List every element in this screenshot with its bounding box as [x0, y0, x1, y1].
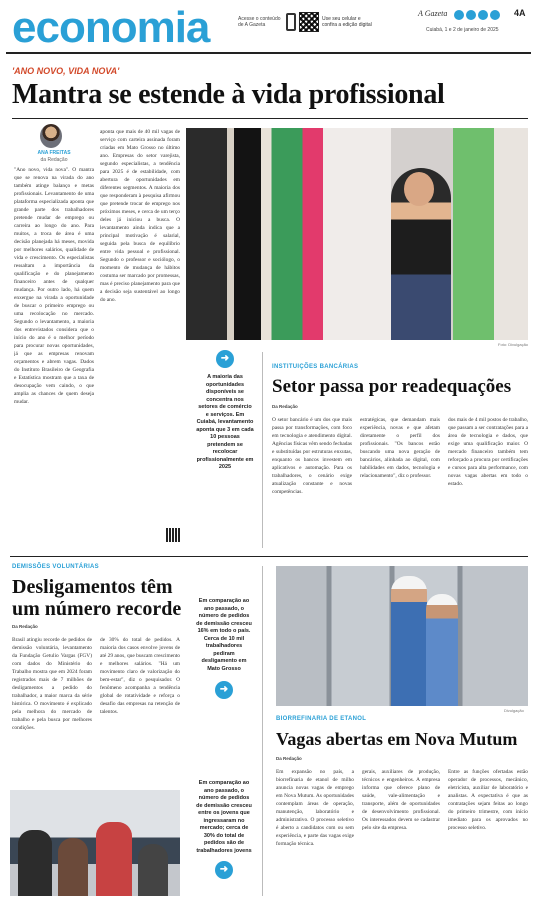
- youtube-icon[interactable]: [490, 10, 500, 20]
- main-story-column-2: aponta que mais de 40 mil vagas de serviço com carteira assinada foram criadas em Mato Grosso no último ano. Empresas do setor varejista, segundo especialistas, a tendência para 2025 é de estabilidade, com abertura de oportunidades em diferentes segmentos. A maioria dos que responderam à pesquisa afirmou que pretende trocar de emprego nos próximos meses, e cerca de um terço deles já iniciou a busca. O levantamento ainda indica que a principal motivação é salarial, seguida pela busca de equilíbrio entre vida pessoal e profissional. Segundo o professor e sociólogo, o momento de mudança de hábitos costuma ser marcado por promessas, mas é preciso planejamento para que a decisão seja sustentável ao longo do ano.: [100, 129, 180, 303]
- article-column: O setor bancário é um dos que mais passa por transformações, com foco em tecnologia e atendimento digital. Agências físicas vêm sendo fechadas e substituídas por estruturas enxutas, enquanto os bancos investem em aplicativos e automação. Para os trabalhadores, o cenário exige atualização constante e novas competências.: [272, 417, 352, 495]
- callout-box: [196, 780, 252, 885]
- main-headline: Mantra se estende à vida profissional: [12, 79, 445, 110]
- qr-code-icon[interactable]: [166, 528, 180, 542]
- arrow-right-icon: ➜: [215, 861, 233, 879]
- divider: [262, 352, 263, 548]
- callout-text: A maioria das oportunidades disponíveis se concentra nos setores de comércio e serviços. Em Cuiabá, levantamento aponta que 3 em cada 10 pessoas pretendem se recolocar profissionalmente em 2025: [196, 374, 254, 470]
- article-column: de 30% do total de pedidos. A maioria dos casos envolve jovens de até 29 anos, que buscam crescimento e melhores salários. "Há um movimento claro de valorização do bem-estar", diz o pesquisador. O fenômeno acompanha a tendência global de rotatividade e reforça o desafio das empresas na retenção de talentos.: [100, 637, 180, 715]
- photo-office-workers: [10, 790, 180, 896]
- social-icons: [454, 10, 500, 20]
- page-number: 4A: [514, 8, 526, 18]
- photo-credit: Divulgação: [504, 708, 524, 713]
- author-avatar: [40, 124, 62, 148]
- callout-box: [196, 598, 252, 705]
- instagram-icon[interactable]: [466, 10, 476, 20]
- brand-logo: A Gazeta: [418, 9, 448, 18]
- author-affiliation: da Redação: [40, 157, 68, 163]
- kicker: 'ANO NOVO, VIDA NOVA': [12, 66, 120, 76]
- article-column: Em expansão no país, a biorrefinaria de etanol de milho anuncia novas vagas de emprego em Nova Mutum. As oportunidades contemplam áreas de operação, manutenção, laboratório e administrativo. O processo seletivo é aberto a candidatos com ou sem experiência, e parte das vagas exige formação técnica.: [276, 769, 354, 847]
- photo-clothing-store: [186, 128, 528, 340]
- arrow-right-icon: ➜: [215, 681, 233, 699]
- facebook-icon[interactable]: [454, 10, 464, 20]
- article-column: estratégicas, que demandam mais experiência, novas e que afetam diretamente o perfil dos profissionais. "Os bancos estão buscando uma nova geração de bancários, alinhada ao digital, com habilidades em dados, tecnologia e relacionamento", diz o professor.: [360, 417, 440, 479]
- byline: Da Redação: [276, 756, 302, 761]
- divider: [12, 118, 528, 119]
- masthead-access-note: Use seu celular e confira a edição digital: [322, 16, 372, 28]
- article-headline: Desligamentos têm um número recorde: [12, 576, 182, 620]
- masthead-note: Acesse o conteúdo de A Gazeta: [238, 16, 281, 28]
- callout-text: Em comparação ao ano passado, o número de pedidos de demissão cresceu entre os jovens que ingressaram no mercado; cerca de 30% do total de pedidos são de trabalhadores jovens: [196, 780, 252, 854]
- main-story-column-1: "Ano novo, vida nova". O mantra que se renova na virada do ano também atinge balanço e metas profissionais. Levantamento de uma plataforma especializada aponta que grande parte dos trabalhadores pretende mudar de emprego ou carreira ao longo do ano. Para muitos, a troca de área é uma decisão planejada há meses, movida por melhores salários, qualidade de vida e crescimento. Os especialistas ressaltam a importância da qualificação e do planejamento financeiro antes de qualquer mudança. Por outro lado, há quem enxergue na virada a oportunidade de buscar o primeiro emprego ou uma recolocação no mercado. Segundo o levantamento, a maioria dos entrevistados considera que o início do ano é o melhor período para procurar novas oportunidades, já que as empresas renovam orçamentos e abrem vagas. Dados do Instituto Brasileiro de Geografia e Estatística mostram que a taxa de desocupação vem caindo, o que amplia as chances de quem deseja mudar.: [14, 167, 94, 405]
- article-column: Entre as funções ofertadas estão operador de processos, mecânico, eletricista, auxiliar de laboratório e analistas. A expectativa é que as contratações sejam feitas ao longo do primeiro trimestre, com início imediato para os aprovados no processo seletivo.: [448, 769, 528, 831]
- byline: Da Redação: [12, 624, 38, 629]
- section-label: INSTITUIÇÕES BANCÁRIAS: [272, 364, 359, 370]
- callout-text: Em comparação ao ano passado, o número de pedidos de demissão cresceu 16% em todo o país. Cerca de 10 mil trabalhadores pediram desligamento em Mato Grosso: [196, 598, 252, 672]
- dateline: Cuiabá, 1 e 2 de janeiro de 2025: [426, 27, 499, 33]
- phone-icon: [286, 13, 296, 31]
- photo-credit: Foto: Divulgação: [498, 342, 529, 347]
- callout-box: [196, 350, 254, 472]
- article-headline: Vagas abertas em Nova Mutum: [276, 729, 518, 749]
- qr-code-icon[interactable]: [299, 12, 319, 32]
- article-column: Brasil atingiu recorde de pedidos de demissão voluntária, levantamento da Fundação Getulio Vargas (FGV) com dados do Ministério do Trabalho mostra que em 2024 foram registrados mais de 7 milhões de desligamentos a pedido do trabalhador, a maior marca da série histórica. O movimento é explicado pela melhora do mercado de trabalho e pela busca por melhores condições.: [12, 637, 92, 731]
- article-column: dos mais de 4 mil postos de trabalho, que passam a ser contratações para a área de tecnologia e dados, que exige uma qualificação maior. O mercado financeiro também tem reforçado a procura por certificações e cursos para alta performance, com novas vagas abertas em todo o estado.: [448, 417, 528, 487]
- qr-area: [286, 12, 319, 32]
- divider: [10, 556, 528, 557]
- twitter-icon[interactable]: [478, 10, 488, 20]
- section-title: economia: [12, 3, 210, 52]
- divider: [262, 566, 263, 896]
- author-name: ANA FREITAS: [37, 150, 71, 156]
- article-headline: Setor passa por readequações: [272, 376, 512, 397]
- section-label: DEMISSÕES VOLUNTÁRIAS: [12, 564, 99, 570]
- masthead: [6, 4, 531, 54]
- arrow-right-icon: ➜: [216, 350, 234, 368]
- byline: Da Redação: [272, 404, 298, 409]
- photo-workers-control-room: [276, 566, 528, 706]
- section-label: BIORREFINARIA DE ETANOL: [276, 716, 367, 722]
- article-column: gerais, auxiliares de produção, técnicos e engenheiros. A empresa informa que oferece plano de saúde, vale-alimentação e transporte, além de oportunidades de desenvolvimento profissional. Os interessados devem se cadastrar pelo site da empresa.: [362, 769, 440, 831]
